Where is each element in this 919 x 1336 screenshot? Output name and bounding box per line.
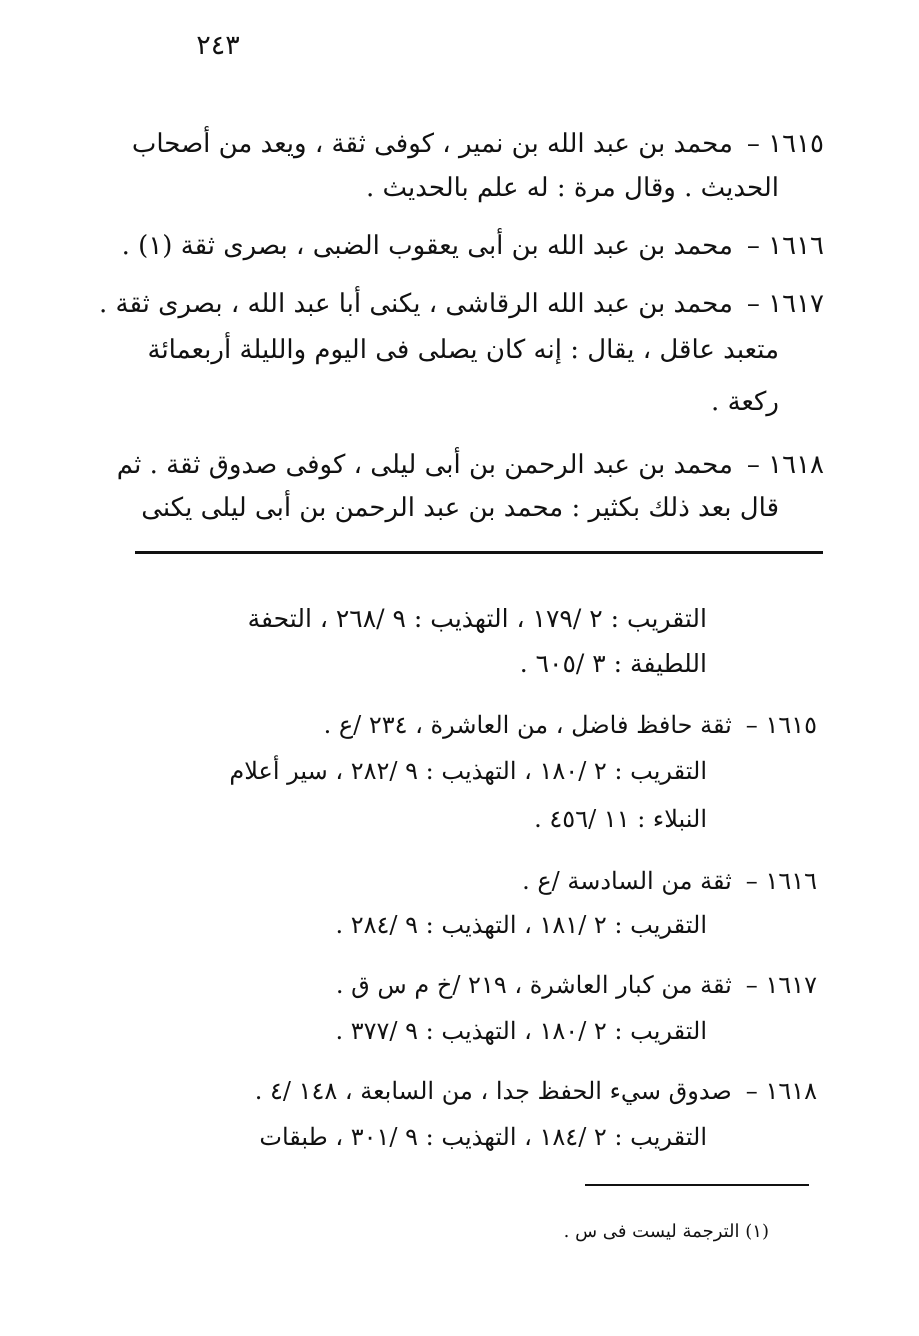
entry-1617-line1: ١٦١٧ –محمد بن عبد الله الرقاشى ، يكنى أبا عبد الله ، بصرى ثقة .	[99, 284, 824, 324]
footnote-1616-line1: ١٦١٦ –ثقة من السادسة /ع .	[522, 862, 817, 900]
entry-number: ١٦١٨ –	[746, 450, 824, 480]
footnote-1618-line1: ١٦١٨ –صدوق سيء الحفظ جدا ، من السابعة ، ١٤٨ /٤ .	[255, 1072, 817, 1110]
entry-1615-line1: ١٦١٥ –محمد بن عبد الله بن نمير ، كوفى ثقة ، ويعد من أصحاب	[132, 124, 824, 164]
main-divider	[135, 551, 823, 554]
footnote-number: ١٦١٧ –	[745, 971, 817, 999]
entry-number: ١٦١٥ –	[746, 129, 824, 159]
footnote-1615-line1: ١٦١٥ –ثقة حافظ فاضل ، من العاشرة ، ٢٣٤ /ع .	[324, 706, 817, 744]
footnote-1615-line3: النبلاء : ١١ /٤٥٦ .	[534, 805, 707, 833]
entry-1616-line1: ١٦١٦ –محمد بن عبد الله بن أبى يعقوب الضبى ، بصرى ثقة (١) .	[122, 226, 824, 266]
editor-note: (١) الترجمة ليست فى س .	[563, 1221, 769, 1242]
entry-1617-line3: ركعة .	[711, 387, 779, 417]
editor-note-divider	[585, 1184, 809, 1186]
footnote-number: ١٦١٥ –	[745, 711, 817, 739]
entry-number: ١٦١٧ –	[746, 289, 824, 319]
footnote-1618-line2: التقريب : ٢ /١٨٤ ، التهذيب : ٩ /٣٠١ ، طبقات	[259, 1123, 707, 1151]
footnote-number: ١٦١٦ –	[745, 867, 817, 895]
footnote-continuation-line1: التقريب : ٢ /١٧٩ ، التهذيب : ٩ /٢٦٨ ، التحفة	[247, 604, 707, 633]
footnote-1617-line2: التقريب : ٢ /١٨٠ ، التهذيب : ٩ /٣٧٧ .	[335, 1017, 707, 1045]
entry-1617-line2: متعبد عاقل ، يقال : إنه كان يصلى فى اليوم والليلة أربعمائة	[147, 335, 779, 365]
entry-number: ١٦١٦ –	[746, 231, 824, 261]
footnote-1616-line2: التقريب : ٢ /١٨١ ، التهذيب : ٩ /٢٨٤ .	[335, 911, 707, 939]
footnote-1617-line1: ١٦١٧ –ثقة من كبار العاشرة ، ٢١٩ /خ م س ق .	[336, 966, 817, 1004]
footnote-number: ١٦١٨ –	[745, 1077, 817, 1105]
entry-1615-line2: الحديث . وقال مرة : له علم بالحديث .	[365, 173, 779, 203]
footnote-continuation-line2: اللطيفة : ٣ /٦٠٥ .	[519, 649, 707, 678]
entry-1618-line1: ١٦١٨ –محمد بن عبد الرحمن بن أبى ليلى ، كوفى صدوق ثقة . ثم	[117, 445, 824, 485]
footnote-1615-line2: التقريب : ٢ /١٨٠ ، التهذيب : ٩ /٢٨٢ ، سير أعلام	[229, 757, 707, 785]
entry-1618-line2: قال بعد ذلك بكثير : محمد بن عبد الرحمن بن أبى ليلى يكنى	[141, 493, 779, 523]
page-number: ٢٤٣	[196, 30, 240, 61]
